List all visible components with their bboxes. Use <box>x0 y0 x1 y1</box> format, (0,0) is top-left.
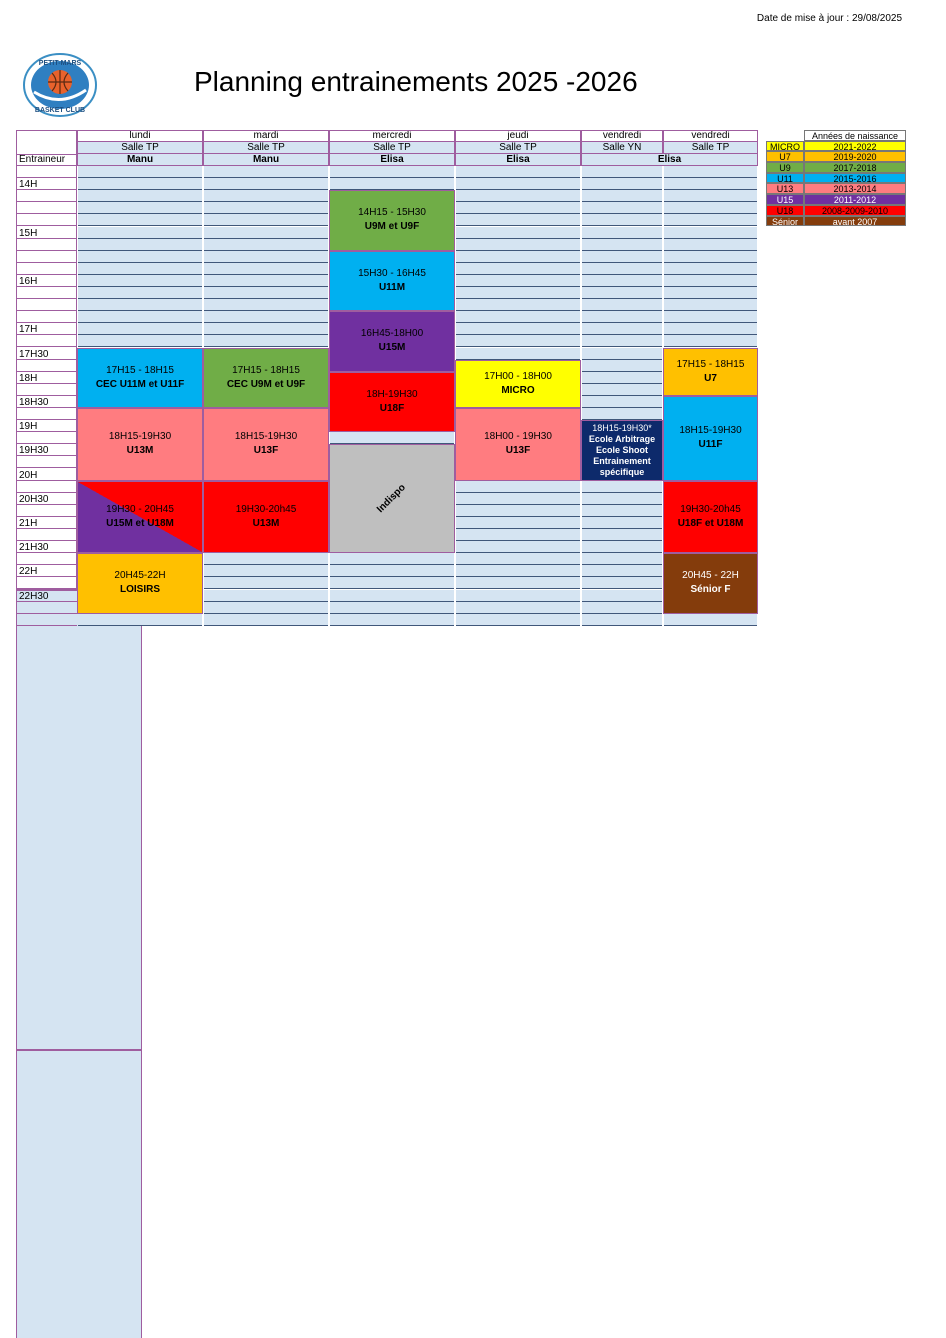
time-slot <box>456 227 580 239</box>
time-slot <box>582 299 662 311</box>
time-slot <box>204 251 328 263</box>
time-slot <box>664 299 757 311</box>
legend-years: avant 2007 <box>804 216 906 227</box>
time-slot <box>204 335 328 347</box>
time-slot <box>456 178 580 190</box>
hall-header: Salle TP <box>203 142 329 154</box>
time-slot <box>582 517 662 529</box>
session-block[interactable] <box>329 372 455 433</box>
time-slot <box>78 287 202 299</box>
session-group: CEC U11M et U11F <box>95 378 185 390</box>
time-slot <box>330 553 454 565</box>
coach-row-label: Entraineur <box>16 154 77 166</box>
time-slot <box>204 323 328 335</box>
session-block[interactable] <box>77 408 203 481</box>
time-slot <box>582 251 662 263</box>
hour-row <box>16 335 77 347</box>
session-extra: Entrainement <box>593 455 651 466</box>
hour-label: 21H30 <box>19 542 49 554</box>
session-time: 18H15-19H30 <box>108 431 172 443</box>
session-time: 19H30-20h45 <box>680 503 741 515</box>
time-slot <box>582 311 662 323</box>
hour-row <box>16 263 77 275</box>
time-slot <box>456 287 580 299</box>
time-slot <box>456 275 580 287</box>
hall-header: Salle TP <box>329 142 455 154</box>
hour-row <box>16 311 77 323</box>
hour-row <box>16 505 77 517</box>
time-slot <box>456 614 580 626</box>
session-time: 18H15-19H30* <box>592 422 652 433</box>
hall-header: Salle TP <box>455 142 581 154</box>
session-group: U13F <box>505 445 531 457</box>
time-slot <box>78 275 202 287</box>
time-slot <box>456 214 580 226</box>
coach-header: Manu <box>203 154 329 166</box>
time-slot <box>664 190 757 202</box>
session-block[interactable] <box>203 348 329 409</box>
time-slot <box>456 202 580 214</box>
time-slot <box>664 251 757 263</box>
time-slot <box>204 214 328 226</box>
coach-header-friday: Elisa <box>581 154 758 166</box>
session-time: 14H15 - 15H30 <box>358 207 426 219</box>
unavailable-label: Indispo <box>375 481 409 515</box>
hour-label: 16H <box>19 275 38 287</box>
hall-header: Salle TP <box>77 142 203 154</box>
hour-label: 18H30 <box>19 396 49 408</box>
hour-label: 21H <box>19 517 38 529</box>
legend-years: 2017-2018 <box>804 162 906 173</box>
time-slot <box>204 577 328 589</box>
time-slot <box>582 614 662 626</box>
legend-years: 2008-2009-2010 <box>804 205 906 216</box>
time-slot <box>664 323 757 335</box>
session-group: Sénior F <box>690 584 731 596</box>
legend-years: 2019-2020 <box>804 151 906 162</box>
time-slot <box>664 239 757 251</box>
session-time: 17H15 - 18H15 <box>106 364 174 376</box>
hour-label: 19H30 <box>19 445 49 457</box>
hour-label: 22H30 <box>19 590 49 602</box>
time-slot <box>456 577 580 589</box>
time-slot <box>582 529 662 541</box>
time-slot <box>456 348 580 360</box>
hour-row <box>16 384 77 396</box>
time-slot <box>664 166 757 178</box>
day-header: lundi <box>77 130 203 142</box>
time-slot <box>456 602 580 614</box>
time-slot <box>582 287 662 299</box>
session-group: U15M et U18M <box>106 517 174 529</box>
hour-label: 18H <box>19 372 38 384</box>
time-slot <box>582 227 662 239</box>
hour-label: 17H <box>19 324 38 336</box>
legend-category: MICRO <box>766 141 804 152</box>
time-slot <box>204 190 328 202</box>
time-slot <box>78 166 202 178</box>
time-slot <box>582 577 662 589</box>
hour-label: 15H <box>19 227 38 239</box>
coach-header: Elisa <box>329 154 455 166</box>
time-slot <box>582 493 662 505</box>
time-slot <box>456 481 580 493</box>
session-block[interactable] <box>455 360 581 408</box>
session-group: U18F et U18M <box>677 517 744 529</box>
time-slot <box>78 239 202 251</box>
legend-title: Années de naissance <box>804 130 906 141</box>
time-slot <box>78 214 202 226</box>
time-slot <box>78 614 202 626</box>
time-slot <box>204 166 328 178</box>
time-slot <box>582 348 662 360</box>
session-block[interactable] <box>663 481 758 554</box>
legend-category: U9 <box>766 162 804 173</box>
hour-row <box>16 202 77 214</box>
session-block[interactable] <box>329 190 455 251</box>
time-slot <box>204 287 328 299</box>
session-block[interactable] <box>455 408 581 481</box>
session-time: 17H15 - 18H15 <box>676 358 745 370</box>
time-slot <box>664 263 757 275</box>
page-title: Planning entrainements 2025 -2026 <box>194 66 638 97</box>
time-slot <box>664 614 757 626</box>
session-block[interactable] <box>329 311 455 372</box>
session-group: U15M <box>378 342 406 354</box>
update-date: Date de mise à jour : 29/08/2025 <box>756 13 902 24</box>
time-slot <box>456 517 580 529</box>
time-slot <box>664 178 757 190</box>
session-group: LOISIRS <box>119 584 160 596</box>
hour-row <box>16 529 77 541</box>
time-slot <box>204 275 328 287</box>
hour-row <box>16 299 77 311</box>
hour-label: 20H <box>19 469 38 481</box>
hall-header: Salle TP <box>663 142 758 154</box>
time-slot <box>78 251 202 263</box>
time-slot <box>456 553 580 565</box>
legend-row <box>766 162 906 173</box>
legend-years: 2011-2012 <box>804 194 906 205</box>
time-slot <box>582 323 662 335</box>
session-group: U13F <box>253 445 279 457</box>
session-group: U9M et U9F <box>364 221 420 233</box>
time-slot <box>204 239 328 251</box>
legend-category: U7 <box>766 151 804 162</box>
hour-row <box>16 190 77 202</box>
session-time: 19H30-20h45 <box>235 503 297 515</box>
legend-row <box>766 194 906 205</box>
hour-row <box>16 287 77 299</box>
time-slot <box>582 190 662 202</box>
session-group: U11M <box>378 281 406 293</box>
legend-row <box>766 151 906 162</box>
time-slot <box>582 541 662 553</box>
hour-row <box>16 553 77 565</box>
hour-label: 22H <box>19 566 38 578</box>
time-slot <box>582 396 662 408</box>
time-slot <box>456 565 580 577</box>
legend-years: 2015-2016 <box>804 173 906 184</box>
hour-row <box>16 456 77 468</box>
hour-row <box>16 481 77 493</box>
time-slot <box>204 227 328 239</box>
day-header: vendredi <box>663 130 758 142</box>
time-slot <box>582 565 662 577</box>
session-extra: Ecole Shoot <box>595 444 648 455</box>
hour-row <box>16 432 77 444</box>
hour-row <box>16 602 77 614</box>
legend-row <box>766 141 906 152</box>
time-slot <box>78 202 202 214</box>
split-session-block[interactable] <box>77 481 203 554</box>
time-slot <box>204 602 328 614</box>
time-slot <box>456 239 580 251</box>
time-slot <box>664 227 757 239</box>
session-time: 17H00 - 18H00 <box>484 370 552 382</box>
time-slot <box>456 251 580 263</box>
legend-category: U18 <box>766 205 804 216</box>
coach-header: Manu <box>77 154 203 166</box>
legend-category: U13 <box>766 183 804 194</box>
time-slot <box>582 178 662 190</box>
legend-years: 2013-2014 <box>804 183 906 194</box>
schedule-grid <box>16 130 758 632</box>
time-slot <box>664 275 757 287</box>
time-slot <box>78 263 202 275</box>
day-header: jeudi <box>455 130 581 142</box>
time-slot <box>204 263 328 275</box>
session-time: 20H45 - 22H <box>682 570 739 582</box>
hour-label: 14H <box>19 179 38 191</box>
hour-row <box>16 251 77 263</box>
session-block[interactable] <box>329 251 455 312</box>
time-slot <box>582 481 662 493</box>
legend-row <box>766 216 906 227</box>
time-slot <box>582 239 662 251</box>
hour-row <box>16 166 77 178</box>
legend-category: Sénior <box>766 216 804 227</box>
hour-label: 19H <box>19 421 38 433</box>
session-group: U13M <box>252 517 280 529</box>
hour-row <box>16 577 77 589</box>
time-slot <box>330 432 454 444</box>
session-time: 16H45-18H00 <box>360 328 424 340</box>
time-slot <box>582 360 662 372</box>
time-slot <box>582 384 662 396</box>
time-slot <box>456 190 580 202</box>
time-slot <box>330 590 454 602</box>
time-slot <box>78 335 202 347</box>
time-slot <box>456 493 580 505</box>
unavailable-block <box>329 444 455 553</box>
time-slot <box>330 166 454 178</box>
club-logo <box>22 52 98 118</box>
hour-label: 20H30 <box>19 493 49 505</box>
legend-row <box>766 183 906 194</box>
session-time: 18H15-19H30 <box>234 431 298 443</box>
session-group: U11F <box>698 439 723 451</box>
session-group: MICRO <box>501 384 535 396</box>
time-slot <box>456 335 580 347</box>
time-slot <box>330 614 454 626</box>
day-column <box>16 1050 142 1338</box>
time-slot <box>330 577 454 589</box>
time-slot <box>582 408 662 420</box>
time-slot <box>204 202 328 214</box>
session-block[interactable] <box>663 348 758 396</box>
time-slot <box>204 178 328 190</box>
time-slot <box>78 190 202 202</box>
day-header: mercredi <box>329 130 455 142</box>
time-slot <box>204 299 328 311</box>
time-slot <box>664 202 757 214</box>
session-group: CEC U9M et U9F <box>226 378 306 390</box>
time-slot <box>78 323 202 335</box>
time-slot <box>456 166 580 178</box>
time-slot <box>456 299 580 311</box>
logo-text-bottom: BASKET CLUB <box>34 107 86 114</box>
session-time: 18H00 - 19H30 <box>484 431 552 443</box>
birth-years-legend <box>766 130 906 226</box>
time-slot <box>456 541 580 553</box>
session-time: 18H15-19H30 <box>679 425 742 437</box>
time-slot <box>582 553 662 565</box>
time-slot <box>78 299 202 311</box>
hour-row <box>16 408 77 420</box>
time-slot <box>582 602 662 614</box>
session-time: 15H30 - 16H45 <box>358 267 426 279</box>
time-slot <box>330 565 454 577</box>
session-group: U7 <box>704 372 717 384</box>
logo-text-top: PETIT-MARS <box>38 60 82 67</box>
session-block[interactable] <box>77 553 203 614</box>
time-slot <box>664 335 757 347</box>
time-slot <box>582 202 662 214</box>
session-time: 17H15 - 18H15 <box>232 364 300 376</box>
legend-row <box>766 205 906 216</box>
time-slot <box>582 335 662 347</box>
session-group: U18F <box>379 402 405 414</box>
session-group: U13M <box>126 445 154 457</box>
coach-header: Elisa <box>455 154 581 166</box>
session-block[interactable] <box>77 348 203 409</box>
time-slot <box>204 614 328 626</box>
time-slot <box>582 263 662 275</box>
time-slot <box>456 323 580 335</box>
day-header: mardi <box>203 130 329 142</box>
time-slot <box>456 263 580 275</box>
session-time: 18H-19H30 <box>366 388 418 400</box>
hour-row <box>16 214 77 226</box>
time-slot <box>582 590 662 602</box>
time-slot <box>582 505 662 517</box>
session-block[interactable] <box>203 481 329 554</box>
time-slot <box>204 311 328 323</box>
day-column <box>16 590 142 1050</box>
day-header: vendredi <box>581 130 663 142</box>
legend-category: U11 <box>766 173 804 184</box>
time-slot <box>664 287 757 299</box>
hall-header: Salle YN <box>581 142 663 154</box>
time-slot <box>456 529 580 541</box>
session-block[interactable] <box>663 396 758 481</box>
time-slot <box>582 275 662 287</box>
time-slot <box>456 505 580 517</box>
school-block[interactable] <box>581 420 663 481</box>
time-slot <box>78 311 202 323</box>
session-time: 20H45-22H <box>114 570 166 582</box>
session-group: Ecole Arbitrage <box>588 433 656 444</box>
hour-row <box>16 239 77 251</box>
time-slot <box>204 553 328 565</box>
legend-row <box>766 173 906 184</box>
time-slot <box>78 227 202 239</box>
time-slot <box>456 590 580 602</box>
time-slot <box>330 178 454 190</box>
time-slot <box>582 372 662 384</box>
legend-category: U15 <box>766 194 804 205</box>
session-extra: spécifique <box>599 466 645 477</box>
time-slot <box>582 166 662 178</box>
legend-years: 2021-2022 <box>804 141 906 152</box>
time-slot <box>664 214 757 226</box>
time-slot <box>330 602 454 614</box>
session-time: 19H30 - 20H45 <box>106 503 174 515</box>
hour-row <box>16 614 77 626</box>
time-slot <box>78 178 202 190</box>
time-slot <box>204 590 328 602</box>
hour-label: 17H30 <box>19 348 49 360</box>
time-slot <box>456 311 580 323</box>
session-block[interactable] <box>663 553 758 614</box>
time-slot <box>664 311 757 323</box>
session-block[interactable] <box>203 408 329 481</box>
time-slot <box>582 214 662 226</box>
time-slot <box>204 565 328 577</box>
hour-row <box>16 360 77 372</box>
